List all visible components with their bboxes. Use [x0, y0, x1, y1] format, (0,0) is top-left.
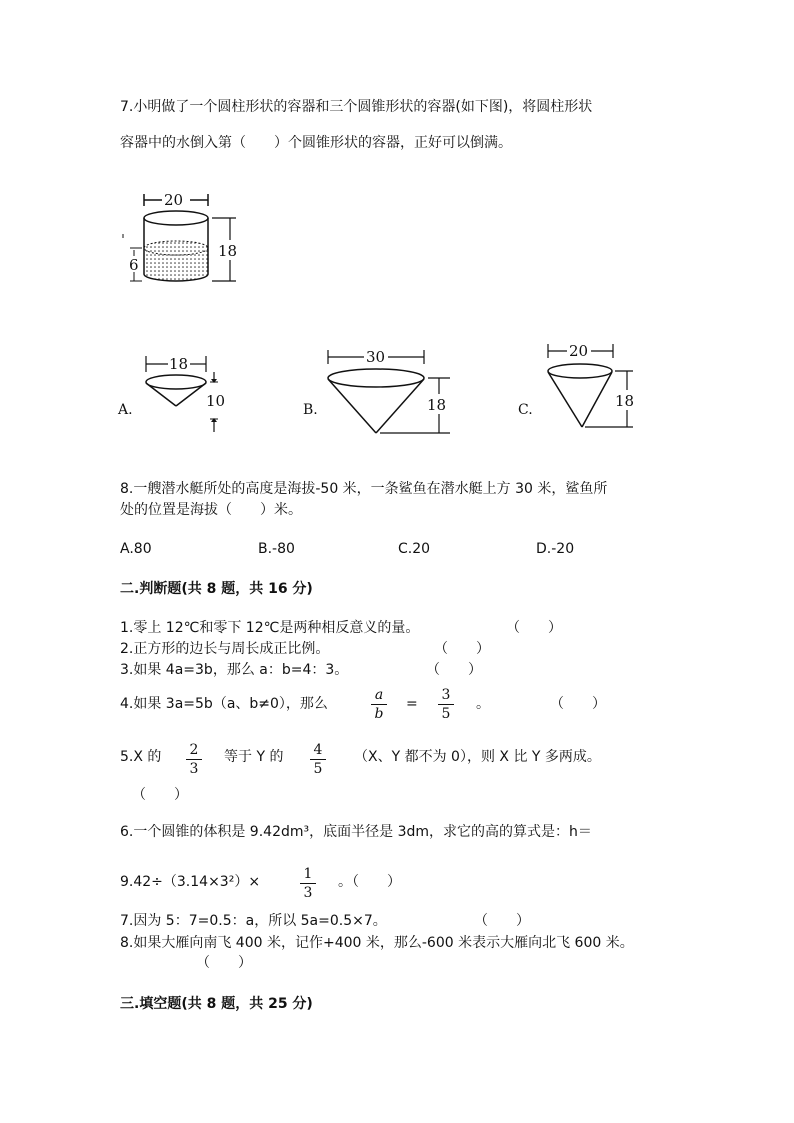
s2-item5-fraction-2 — [310, 742, 326, 777]
fraction-denominator: 5 — [313, 761, 323, 777]
q8-choice-b: B.-80 — [258, 541, 295, 557]
s2-item3-paren: （ ） — [426, 662, 482, 678]
q8-choice-a: A.80 — [120, 541, 152, 557]
section2-title: 二.判断题(共 8 题，共 16 分) — [120, 581, 313, 597]
fraction-numerator: 4 — [313, 742, 323, 758]
cylinder-diameter-label: 20 — [164, 191, 184, 209]
fraction-numerator: 3 — [441, 687, 451, 703]
q8-line2: 处的位置是海拔（ ）米。 — [120, 502, 302, 518]
s2-item4-equals: = — [406, 696, 418, 712]
s2-item5-mid: 等于 Y 的 — [224, 749, 284, 765]
s2-item4-fraction-a — [371, 687, 387, 722]
cone-c-letter: C. — [518, 402, 533, 418]
q8-line1: 8.一艘潜水艇所处的高度是海拔-50 米，一条鲨鱼在潜水艇上方 30 米，鲨鱼所 — [120, 481, 608, 497]
s2-item8-text: 8.如果大雁向南飞 400 米，记作+400 米，那么-600 米表示大雁向北飞 600 米。 — [120, 935, 634, 951]
fraction-denominator: 3 — [189, 761, 199, 777]
fraction-numerator: 2 — [189, 742, 199, 758]
s2-item5-paren: （ ） — [132, 787, 188, 803]
s2-item6-text: 6.一个圆锥的体积是 9.42dm³，底面半径是 3dm，求它的高的算式是：h＝ — [120, 824, 592, 840]
cone-b-top-label: 30 — [366, 348, 386, 366]
s2-item6-end: 。（ ） — [338, 874, 401, 890]
s2-item4-fraction-b — [438, 687, 454, 722]
cone-a-top-label: 18 — [169, 355, 189, 373]
cone-b-figure — [300, 346, 470, 441]
s2-item2-paren: （ ） — [434, 641, 490, 657]
cone-c-height-label: 18 — [615, 392, 635, 410]
q8-choice-d: D.-20 — [536, 541, 575, 557]
cylinder-height-label: 18 — [218, 242, 238, 260]
s2-item5-fraction-1 — [186, 742, 202, 777]
q8-choice-c: C.20 — [398, 541, 431, 557]
cone-c-top-label: 20 — [569, 342, 589, 360]
cone-a-height-label: 10 — [206, 392, 226, 410]
s2-item6-fraction — [300, 866, 316, 901]
s2-item6-line2: 9.42÷（3.14×3²）× — [120, 874, 261, 890]
fraction-denominator: 5 — [441, 706, 451, 722]
s2-item5-end: （X、Y 都不为 0），则 X 比 Y 多两成。 — [354, 749, 601, 765]
s2-item7-paren: （ ） — [474, 913, 530, 929]
fraction-denominator: 3 — [303, 885, 313, 901]
s2-item2-text: 2.正方形的边长与周长成正比例。 — [120, 641, 330, 657]
s2-item1-paren: （ ） — [506, 620, 562, 636]
fraction-numerator: a — [374, 687, 384, 703]
cone-b-height-label: 18 — [427, 396, 447, 414]
cone-c-figure — [515, 340, 665, 435]
s2-item3-text: 3.如果 4a=3b，那么 a：b=4：3。 — [120, 662, 349, 678]
cone-b-letter: B. — [303, 402, 318, 418]
cylinder-water-label: 6 — [129, 256, 139, 274]
s2-item4-paren: （ ） — [550, 696, 606, 712]
cone-a-figure — [118, 352, 258, 442]
fraction-denominator: b — [374, 706, 384, 722]
s2-item5-text: 5.X 的 — [120, 749, 162, 765]
fraction-numerator: 1 — [303, 866, 313, 882]
s2-item4-end: 。 — [476, 696, 490, 712]
q7-line1: 7.小明做了一个圆柱形状的容器和三个圆锥形状的容器(如下图)，将圆柱形状 — [120, 99, 593, 115]
s2-item7-text: 7.因为 5：7=0.5：a，所以 5a=0.5×7。 — [120, 913, 387, 929]
cone-a-letter: A. — [118, 402, 133, 418]
cylinder-figure — [118, 186, 378, 296]
section3-title: 三.填空题(共 8 题，共 25 分) — [120, 996, 313, 1012]
q7-line2: 容器中的水倒入第（ ）个圆锥形状的容器，正好可以倒满。 — [120, 135, 512, 151]
s2-item8-paren: （ ） — [196, 955, 252, 971]
s2-item1-text: 1.零上 12℃和零下 12℃是两种相反意义的量。 — [120, 620, 420, 636]
s2-item4-text: 4.如果 3a=5b（a、b≠0），那么 — [120, 696, 328, 712]
